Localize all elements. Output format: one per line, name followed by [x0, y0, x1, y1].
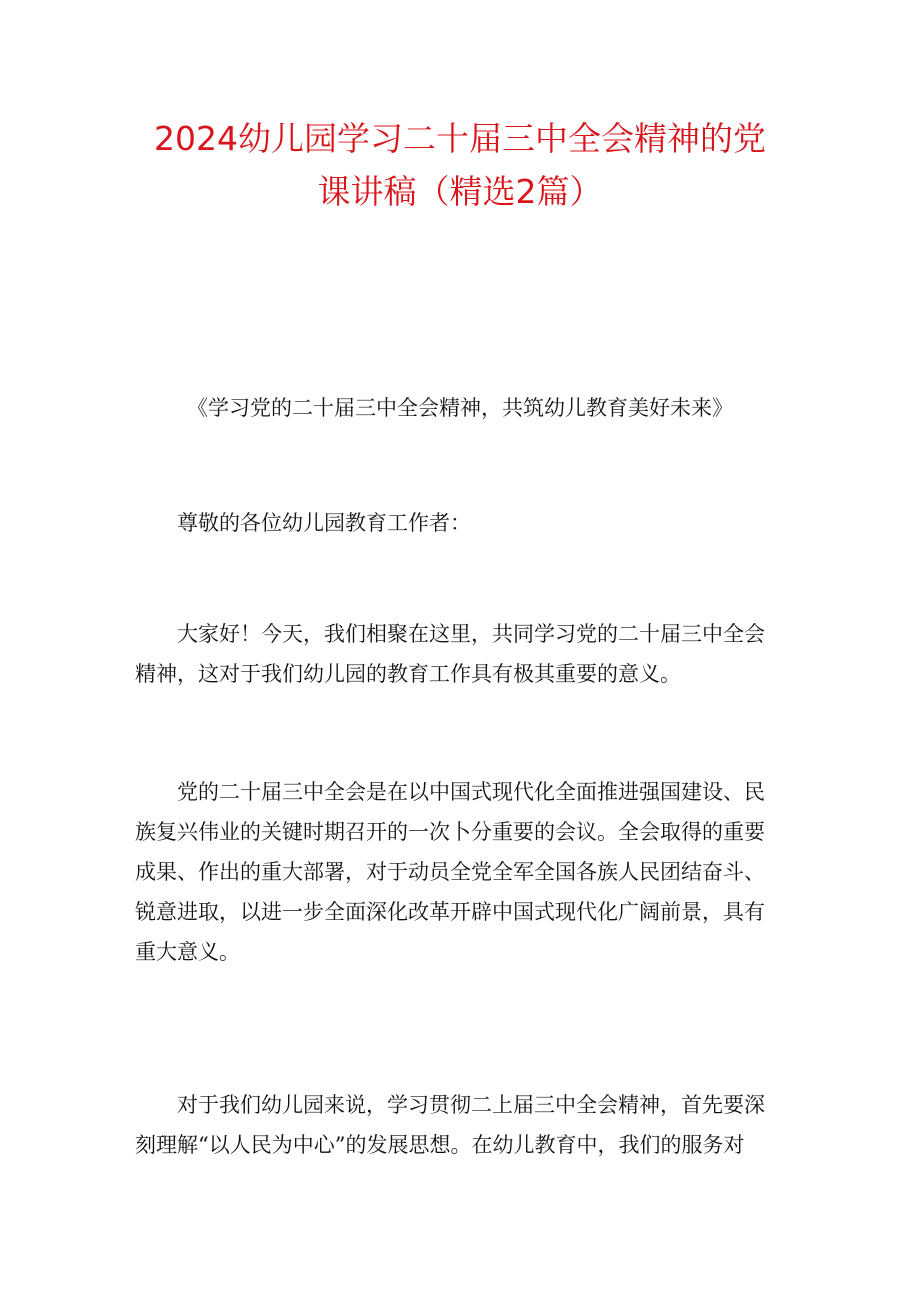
paragraph-line: 锐意进取，以进一步全面深化改革开辟中国式现代化广阔前景，具有	[135, 900, 765, 924]
speech-subtitle: 《学习党的二十届三中全会精神，共筑幼儿教育美好未来》	[187, 396, 733, 420]
paragraph-line: 重大意义。	[135, 940, 240, 964]
kindergarten-application-paragraph	[135, 1085, 791, 1165]
paragraph-line: 大家好！今天，我们相聚在这里，共同学习党的二十届三中全会	[177, 622, 765, 646]
paragraph-line: 尊敬的各位幼儿园教育工作者：	[177, 511, 471, 535]
document-title-line-1: 2024幼儿园学习二十届三中全会精神的党	[154, 119, 766, 158]
document-title	[120, 112, 800, 218]
document-title-line-2: 课讲稿（精选2篇）	[317, 172, 603, 211]
opening-paragraph	[135, 614, 791, 694]
plenum-significance-paragraph	[135, 772, 791, 972]
greeting-paragraph	[135, 503, 791, 543]
paragraph-line: 党的二十届三中全会是在以中国式现代化全面推进强国建设、民	[177, 780, 765, 804]
paragraph-line: 刻理解“以人民为中心”的发展思想。在幼儿教育中，我们的服务对	[135, 1133, 745, 1157]
paragraph-line: 精神，这对于我们幼儿园的教育工作具有极其重要的意义。	[135, 662, 681, 686]
paragraph-line: 对于我们幼儿园来说，学习贯彻二上届三中全会精神，首先要深	[177, 1093, 765, 1117]
paragraph-line: 族复兴伟业的关键时期召开的一次卜分重要的会议。全会取得的重要	[135, 820, 765, 844]
paragraph-line: 成果、作出的重大部署，对于动员全党全军全国各族人民团结奋斗、	[135, 860, 765, 884]
